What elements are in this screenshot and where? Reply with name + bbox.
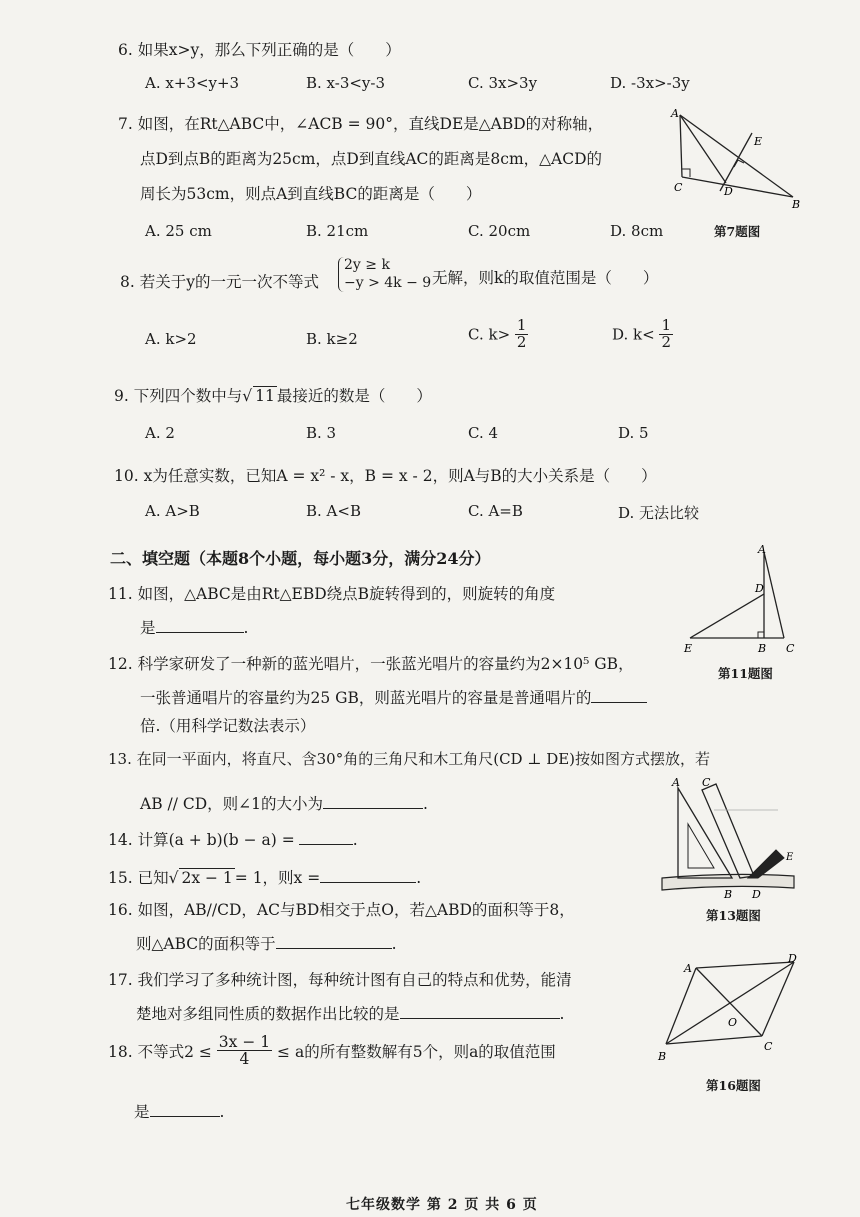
q13-label-e: E xyxy=(786,852,794,863)
q11-label-c: C xyxy=(786,642,795,655)
section-2-heading: 二、填空题（本题8个小题，每小题3分，满分24分） xyxy=(110,549,491,568)
q7-figure xyxy=(668,105,803,210)
q7-label-b: B xyxy=(792,198,801,210)
q10-option-b: B. A<B xyxy=(306,502,361,520)
q13-line1: 13. 在同一平面内，将直尺、含30°角的三角尺和木工角尺(CD ⊥ DE)按如图方式摆放，若 xyxy=(108,750,711,768)
q7-label-c: C xyxy=(674,181,683,194)
q13-label-a: A xyxy=(672,776,680,789)
q10-option-c: C. A=B xyxy=(468,502,523,520)
q9-stem: 9. 下列四个数中与√ 11 最接近的数是（ ） xyxy=(114,387,432,405)
q15-answer-blank[interactable] xyxy=(320,868,416,883)
q9-option-d: D. 5 xyxy=(618,424,649,442)
q7-label-e: E xyxy=(754,135,763,148)
q9-radicand: 11 xyxy=(255,387,275,405)
q12-line2: 一张普通唱片的容量约为25 GB，则蓝光唱片的容量是普通唱片的 xyxy=(140,686,647,708)
q8-suffix: 无解，则k的取值范围是（ ） xyxy=(432,269,659,287)
q17-line1: 17. 我们学习了多种统计图，每种统计图有自己的特点和优势，能清 xyxy=(108,971,572,989)
q16-line1: 16. 如图，AB//CD，AC与BD相交于点O，若△ABD的面积等于8， xyxy=(108,901,575,919)
q16-label-c: C xyxy=(764,1040,773,1053)
q7-line2: 点D到点B的距离为25cm，点D到直线AC的距离是8cm，△ACD的 xyxy=(140,150,603,168)
q8-option-c-fraction: $\frac{1}{2}$ xyxy=(516,316,527,351)
q16-label-d: D xyxy=(788,952,797,965)
q13-label-c: C xyxy=(702,776,711,789)
q6-option-a: A. x+3<y+3 xyxy=(145,74,240,92)
q16-line2: 则△ABC的面积等于 . xyxy=(136,935,397,953)
q10-option-a: A. A>B xyxy=(145,502,200,520)
q8-inequality-2: −y > 4k − 9 xyxy=(344,274,432,291)
q16-label-o: O xyxy=(728,1016,738,1029)
q8-inequality-system xyxy=(338,257,431,292)
q11-line2: 是 . xyxy=(140,619,249,637)
q6-option-c: C. 3x>3y xyxy=(468,74,538,92)
q8-option-a: A. k>2 xyxy=(145,330,197,348)
q16-label-b: B xyxy=(658,1050,667,1063)
q11-figure xyxy=(682,544,800,656)
q8-option-d: D. k< $\frac{1}{2}$ xyxy=(612,316,672,351)
q12-line3: 倍.（用科学记数法表示） xyxy=(140,717,316,735)
q8-option-d-fraction: $\frac{1}{2}$ xyxy=(661,316,672,351)
q7-option-d: D. 8cm xyxy=(610,222,664,240)
q11-label-a: A xyxy=(758,544,766,556)
q13-answer-blank[interactable] xyxy=(323,794,423,809)
q11-label-b: B xyxy=(758,642,767,655)
q17-answer-blank[interactable] xyxy=(400,1004,560,1019)
q12-answer-blank[interactable] xyxy=(591,688,647,703)
q7-line1: 7. 如图，在Rt△ABC中，∠ACB = 90°，直线DE是△ABD的对称轴， xyxy=(118,115,604,133)
q7-caption: 第7题图 xyxy=(714,224,761,239)
q6-option-d: D. -3x>-3y xyxy=(610,74,690,92)
q16-label-a: A xyxy=(684,962,692,975)
q6-stem: 6. 如果x>y，那么下列正确的是（ ） xyxy=(118,41,401,59)
q11-label-d: D xyxy=(755,582,764,595)
q7-label-d: D xyxy=(724,185,733,198)
q10-stem: 10. x为任意实数，已知A = x² - x，B = x - 2，则A与B的大小关系是（ ） xyxy=(114,467,657,485)
q6-option-b: B. x-3<y-3 xyxy=(306,74,386,92)
page-footer: 七年级数学 第 2 页 共 6 页 xyxy=(346,1197,538,1213)
q14-answer-blank[interactable] xyxy=(299,830,353,845)
q15-radicand: 2x − 1 xyxy=(181,869,233,887)
q8-option-b: B. k≥2 xyxy=(306,330,358,348)
q10-option-d: D. 无法比较 xyxy=(618,504,700,522)
q18-stem: 18. 不等式2 ≤ $\frac{3x - 1}{4}$ ≤ a的所有整数解有5个，则a的取值范围 xyxy=(108,1033,556,1069)
q16-answer-blank[interactable] xyxy=(276,934,392,949)
q13-figure xyxy=(660,774,798,898)
q13-label-b: B xyxy=(724,888,733,898)
q9-option-b: B. 3 xyxy=(306,424,337,442)
q18-answer-blank[interactable] xyxy=(150,1102,220,1117)
q7-label-a: A xyxy=(671,107,679,120)
q7-option-b: B. 21cm xyxy=(306,222,369,240)
q12-line1: 12. 科学家研发了一种新的蓝光唱片，一张蓝光唱片的容量约为2×10⁵ GB， xyxy=(108,655,634,673)
q11-answer-blank[interactable] xyxy=(156,618,244,633)
q15-stem: 15. 已知√ 2x − 1 = 1，则x = . xyxy=(108,869,422,887)
q7-option-a: A. 25 cm xyxy=(145,222,212,240)
q11-caption: 第11题图 xyxy=(718,666,773,681)
q9-option-c: C. 4 xyxy=(468,424,499,442)
q11-line1: 11. 如图，△ABC是由Rt△EBD绕点B旋转得到的，则旋转的角度 xyxy=(108,585,556,603)
q9-option-a: A. 2 xyxy=(145,424,175,442)
q7-line3: 周长为53cm，则点A到直线BC的距离是（ ） xyxy=(140,185,482,203)
q18-fraction: $\frac{3x - 1}{4}$ xyxy=(218,1033,271,1069)
q18-line2: 是 . xyxy=(134,1103,225,1121)
q17-line2: 楚地对多组同性质的数据作出比较的是 . xyxy=(136,1005,565,1023)
q13-line2: AB // CD，则∠1的大小为 . xyxy=(140,795,428,813)
q8-inequality-1: 2y ≥ k xyxy=(344,257,390,273)
q7-option-c: C. 20cm xyxy=(468,222,531,240)
q14-stem: 14. 计算(a + b)(b − a) = . xyxy=(108,831,358,849)
q8-option-c: C. k> $\frac{1}{2}$ xyxy=(468,316,527,351)
q13-caption: 第13题图 xyxy=(706,908,761,923)
q13-label-d: D xyxy=(752,888,761,898)
q11-label-e: E xyxy=(684,642,693,655)
q8-prefix: 8. 若关于y的一元一次不等式 xyxy=(120,273,319,291)
q16-figure xyxy=(654,952,802,1064)
q16-caption: 第16题图 xyxy=(706,1078,761,1093)
